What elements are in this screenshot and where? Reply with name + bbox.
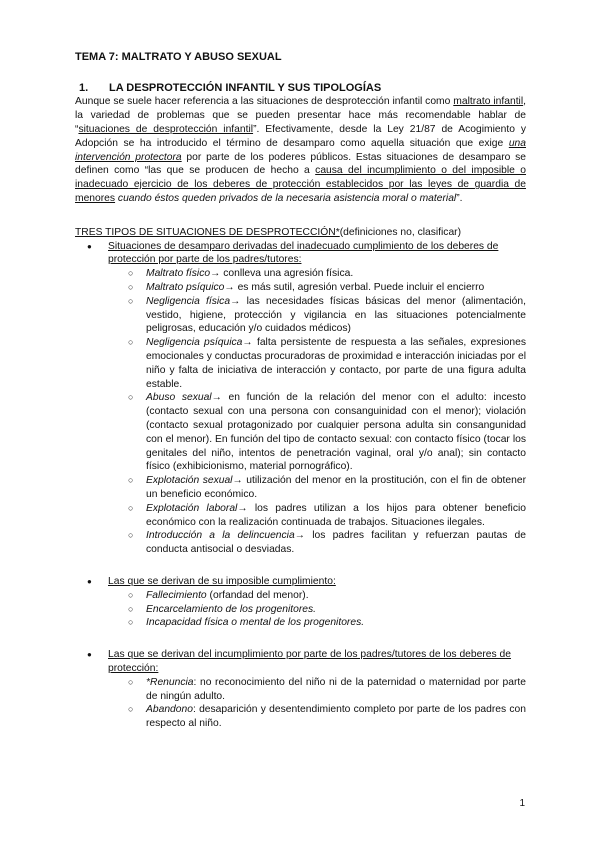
item-description: los padres facilitan y refuerzan pautas de conducta antisocial o desviadas. — [146, 530, 526, 556]
arrow-icon: → — [230, 295, 241, 307]
item-description: las necesidades físicas básicas del menor (alimentación, vestido, higiene, protección y vigilancia en las situaciones potencialmente peligrosas, educación y/o cuidados médicos) — [146, 295, 526, 335]
group-items — [108, 267, 526, 557]
list-item — [108, 267, 526, 281]
item-term: Maltrato psíquico — [146, 282, 225, 294]
section-number: 1. — [79, 81, 89, 94]
intro-text: ”. Efectivamente, desde la Ley 21/87 de Acogimiento y Adopción se ha introducido el término de desamparo como aquella situación que exige — [75, 124, 526, 149]
list-item — [108, 703, 526, 731]
arrow-icon: → — [237, 502, 248, 514]
intro-underlined-text: causa del incumplimiento o del imposible o inadecuado ejercicio de los deberes de protección establecidos por las leyes de guardia de menores — [75, 165, 527, 205]
types-heading-note: (definiciones no, clasificar) — [339, 226, 462, 238]
list-item — [108, 281, 526, 295]
list-item — [108, 336, 526, 391]
group-items — [108, 676, 526, 731]
intro-text: , la variedad de problemas que se pueden presentar hace más recomendable hablar de “ — [75, 96, 527, 136]
item-term: Abuso sexual — [146, 392, 212, 404]
item-description: : desaparición y desentendimiento completo por parte de los padres con respecto al niño. — [146, 704, 526, 730]
page-number: 1 — [519, 798, 525, 809]
intro-text: ”. — [456, 193, 463, 205]
item-description: falta persistente de respuesta a las señales, expresiones emocionales y conductas procuradoras de proximidad e interacción iniciadas por el niño y falta de iniciativa de interacción y contacto, por parte de una figura adulta estable. — [146, 337, 526, 390]
types-heading-underlined: TRES TIPOS DE SITUACIONES DE DESPROTECCIÓN* — [75, 226, 340, 238]
list-item — [108, 616, 526, 630]
group-label: Las que se derivan de su imposible cumplimiento: — [108, 575, 336, 587]
list-item — [108, 529, 526, 557]
types-list — [75, 240, 526, 731]
group-inadequate-fulfilment — [75, 240, 526, 557]
group-non-fulfilment — [75, 648, 526, 731]
group-impossible-fulfilment — [75, 575, 526, 630]
section-heading — [75, 81, 526, 96]
list-item — [108, 589, 526, 603]
group-items — [108, 589, 526, 630]
item-description: en función de la relación del menor con el adulto: incesto (contacto sexual con una persona con consanguinidad con el menor); violación (contacto sexual protagonizado por cualquier persona adulta sin consangunidad con el menor). En función del tipo de contacto sexual: con contacto físico (tocar los genitales del niño, intentos de penetración vaginal, oral y/o anal); sin contacto físico (exhibicionismo, material pornográfico). — [146, 392, 526, 473]
list-item — [108, 676, 526, 704]
list-item — [108, 474, 526, 502]
types-heading — [75, 226, 526, 240]
arrow-icon: → — [232, 475, 243, 487]
item-term: Fallecimiento — [146, 589, 207, 601]
group-label: Las que se derivan del incumplimiento por parte de los padres/tutores de los deberes de protección: — [108, 649, 511, 674]
item-term: Introducción a la delincuencia — [146, 530, 295, 542]
intro-italic-text: cuando éstos queden privados de la necesaria asistencia moral o material — [115, 193, 457, 205]
list-item — [108, 502, 526, 530]
intro-paragraph — [75, 95, 526, 205]
intro-emphasis-text: una intervención protectora — [75, 137, 526, 163]
list-item — [108, 391, 526, 474]
arrow-icon: → — [242, 337, 253, 349]
intro-text: Aunque se suele hacer referencia a las situaciones de desprotección infantil como — [75, 96, 454, 108]
document-page — [75, 50, 526, 731]
section-heading-text: LA DESPROTECCIÓN INFANTIL Y SUS TIPOLOGÍAS — [109, 81, 382, 94]
item-description: es más sutil, agresión verbal. Puede incluir el encierro — [234, 282, 485, 294]
item-term: Negligencia física — [146, 295, 231, 307]
group-label: Situaciones de desamparo derivadas del inadecuado cumplimiento de los deberes de protección por parte de los padres/tutores: — [108, 240, 499, 266]
item-term: Maltrato físico — [146, 268, 211, 280]
item-description: : no reconocimiento del niño ni de la paternidad o maternidad por parte de ningún adulto. — [146, 676, 526, 702]
arrow-icon: → — [210, 268, 221, 280]
item-description: los padres utilizan a los hijos para obtener beneficio económico con la realización continuada de trabajos. Situaciones ilegales. — [146, 502, 526, 528]
page-title: TEMA 7: MALTRATO Y ABUSO SEXUAL — [75, 51, 282, 63]
list-item — [108, 603, 526, 617]
list-item — [108, 295, 526, 336]
intro-underlined-text: situaciones de desprotección infantil — [78, 124, 254, 136]
arrow-icon: → — [294, 530, 305, 542]
item-description: utilización del menor en la prostitución, con el fin de obtener un beneficio económico. — [146, 475, 527, 500]
intro-underlined-text: maltrato infantil — [453, 96, 524, 108]
arrow-icon: → — [211, 392, 222, 404]
item-term: Negligencia psíquica — [146, 337, 243, 349]
item-term: Abandono — [146, 704, 193, 716]
item-term: Incapacidad física o mental de los progenitores. — [146, 617, 365, 629]
item-term: Explotación laboral — [146, 502, 238, 514]
arrow-icon: → — [224, 282, 235, 294]
intro-text: por parte de los poderes públicos. Estas situaciones de desamparo se definen como “las que se producen de hecho a — [75, 151, 526, 177]
item-term: Explotación sexual — [146, 475, 233, 487]
item-term: *Renuncia — [146, 676, 194, 688]
item-description: conlleva una agresión física. — [220, 268, 354, 280]
item-description: (orfandad del menor). — [206, 589, 309, 601]
item-term: Encarcelamiento de los progenitores. — [146, 603, 316, 615]
